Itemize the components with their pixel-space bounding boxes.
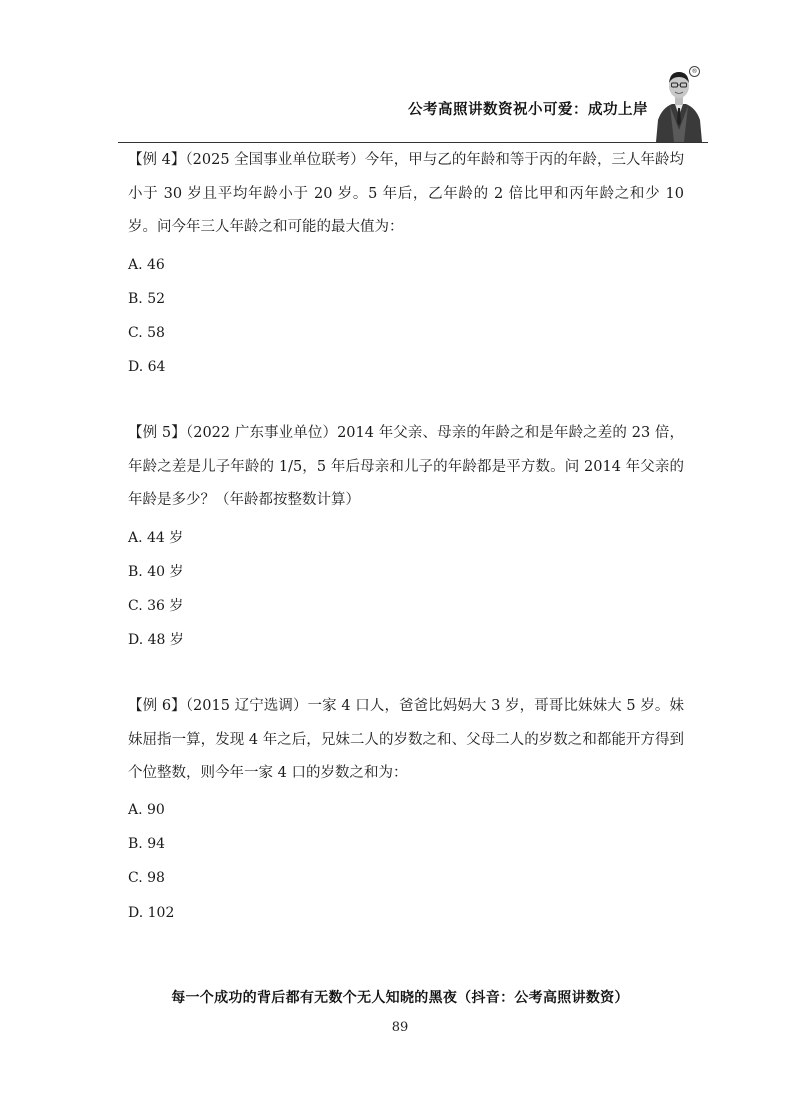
question-6-option-d: D. 102 [128,905,175,921]
question-6-option-b: B. 94 [128,836,166,852]
page-number: 89 [391,1020,409,1035]
question-5-option-d: D. 48 岁 [128,632,184,648]
question-5-option-b: B. 40 岁 [128,564,184,580]
page-header [0,64,800,148]
question-4-option-a: A. 46 [128,257,165,273]
header-divider [118,142,708,143]
registered-mark-icon: ® [689,66,700,77]
question-6-option-c: C. 98 [128,870,165,886]
author-portrait [650,64,708,142]
question-6-option-a: A. 90 [128,802,165,818]
header-title: 公考高照讲数资祝小可爱：成功上岸 [408,102,648,118]
question-6-text: 【例 6】（2015 辽宁选调）一家 4 口人，爸爸比妈妈大 3 岁，哥哥比妹妹大 5 岁。妹妹屈指一算，发现 4 年之后，兄妹二人的岁数之和、父母二人的岁数之和都能开方得到个位整数，则今年一家 4 口的岁数之和为： [128,698,684,781]
question-5-option-a: A. 44 岁 [128,530,184,546]
question-4-option-c: C. 58 [128,325,165,341]
question-4-option-b: B. 52 [128,291,166,307]
question-4-option-d: D. 64 [128,359,166,375]
footer-slogan: 每一个成功的背后都有无数个无人知晓的黑夜（抖音：公考高照讲数资） [171,990,629,1006]
question-5-text: 【例 5】（2022 广东事业单位）2014 年父亲、母亲的年龄之和是年龄之差的 23 倍，年龄之差是儿子年龄的 1/5，5 年后母亲和儿子的年龄都是平方数。问 2014 年父亲的年龄是多少？（年龄都按整数计算） [128,425,684,508]
question-5-option-c: C. 36 岁 [128,598,184,614]
question-4-text: 【例 4】（2025 全国事业单位联考）今年，甲与乙的年龄和等于丙的年龄，三人年龄均小于 30 岁且平均年龄小于 20 岁。5 年后，乙年龄的 2 倍比甲和丙年龄之和少 10 岁。问今年三人年龄之和可能的最大值为： [128,152,684,235]
